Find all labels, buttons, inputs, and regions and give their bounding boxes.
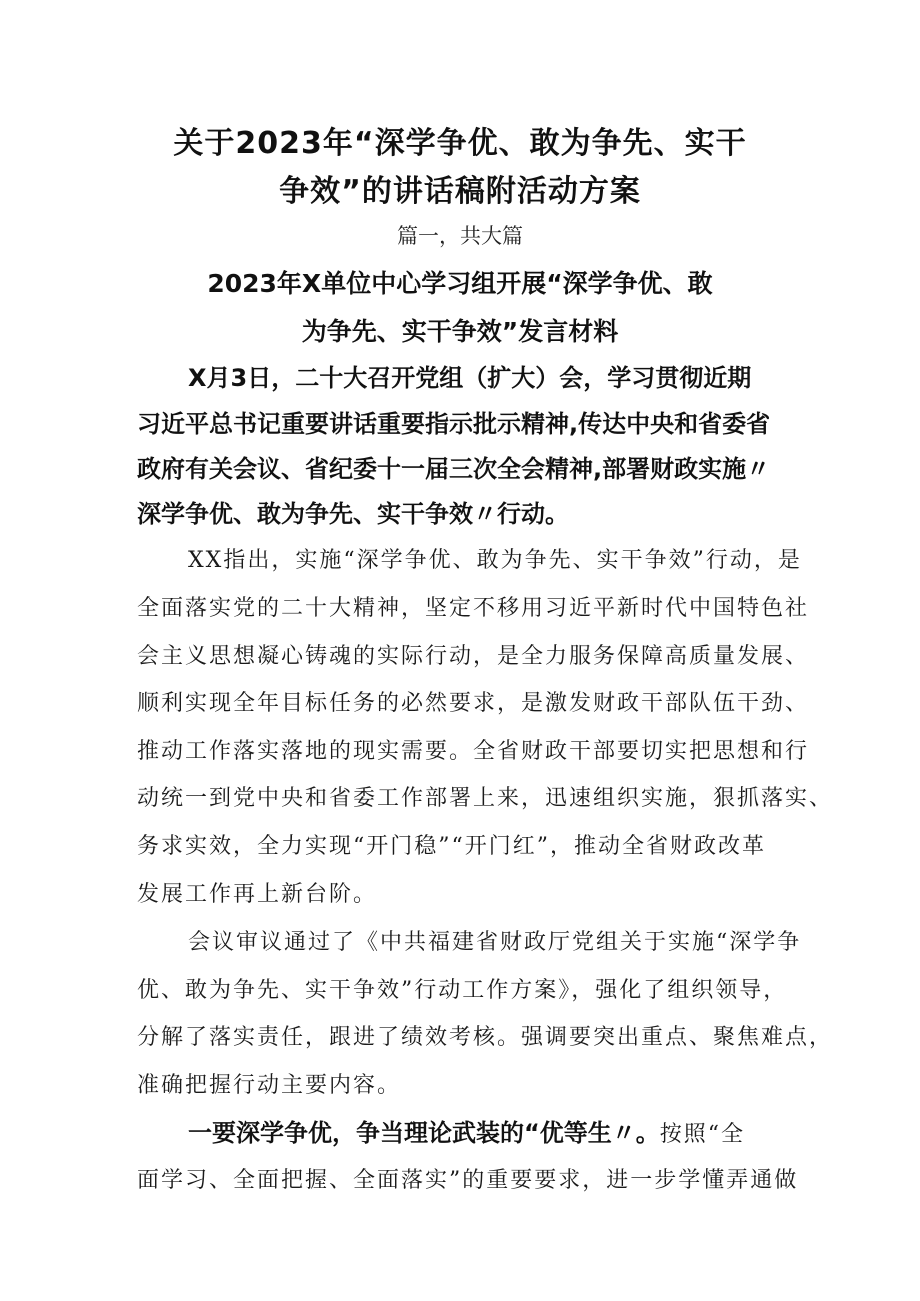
speech-heading-line-2: 为争先、实干争效”发言材料 [301, 317, 619, 346]
paragraph-line: 动统一到党中央和省委工作部署上来，迅速组织实施，狠抓落实、 [137, 786, 834, 811]
paragraph-line: 顺利实现全年目标任务的必然要求，是激发财政干部队伍干劲、 [137, 691, 810, 716]
paragraph-line: 会主义思想凝心铸魂的实际行动，是全力服务保障高质量发展、 [137, 644, 810, 669]
point-one-text: 按照“全 [659, 1122, 746, 1147]
intro-line: 习近平总书记重要讲话重要指示批示精神,传达中央和省委省 [137, 410, 771, 438]
point-one-line [188, 1113, 745, 1148]
paragraph-line: 优、敢为争先、实干争效”行动工作方案》，强化了组织领导， [137, 978, 788, 1003]
document-title-line-1: 关于2023年“深学争优、敢为争先、实干 [173, 126, 747, 161]
intro-line: 深学争优、敢为争先、实干争效〃行动。 [137, 500, 569, 528]
intro-line: X月3日，二十大召开党组（扩大）会，学习贯彻近期 [188, 364, 752, 392]
point-one-heading: 一要深学争优，争当理论武装的“优等生〃。 [188, 1119, 660, 1147]
paragraph-line: 发展工作再上新台阶。 [137, 882, 378, 907]
paragraph-line: 准确把握行动主要内容。 [137, 1073, 402, 1098]
paragraph-line: 全面落实党的二十大精神，坚定不移用习近平新时代中国特色社 [137, 596, 810, 621]
paragraph-line: 面学习、全面把握、全面落实”的重要要求，进一步学懂弄通做 [137, 1168, 799, 1193]
document-title-line-2: 争效”的讲话稿附活动方案 [279, 174, 641, 209]
section-mark: 篇一，共大篇 [397, 224, 523, 248]
intro-line: 政府有关会议、省纪委十一届三次全会精神,部署财政实施〃 [137, 455, 771, 483]
speech-heading-line-1: 2023年X单位中心学习组开展“深学争优、敢 [207, 269, 713, 298]
paragraph-line: 分解了落实责任，跟进了绩效考核。强调要突出重点、聚焦难点， [137, 1025, 834, 1050]
paragraph-line: 务求实效，全力实现“开门稳”“开门红”，推动全省财政改革 [137, 834, 766, 859]
paragraph-line: 推动工作落实落地的现实需要。全省财政干部要切实把思想和行 [137, 739, 810, 764]
paragraph-line: XX指出，实施“深学争优、敢为争先、实干争效”行动，是 [188, 548, 802, 573]
paragraph-line: 会议审议通过了《中共福建省财政厅党组关于实施“深学争 [188, 930, 802, 955]
